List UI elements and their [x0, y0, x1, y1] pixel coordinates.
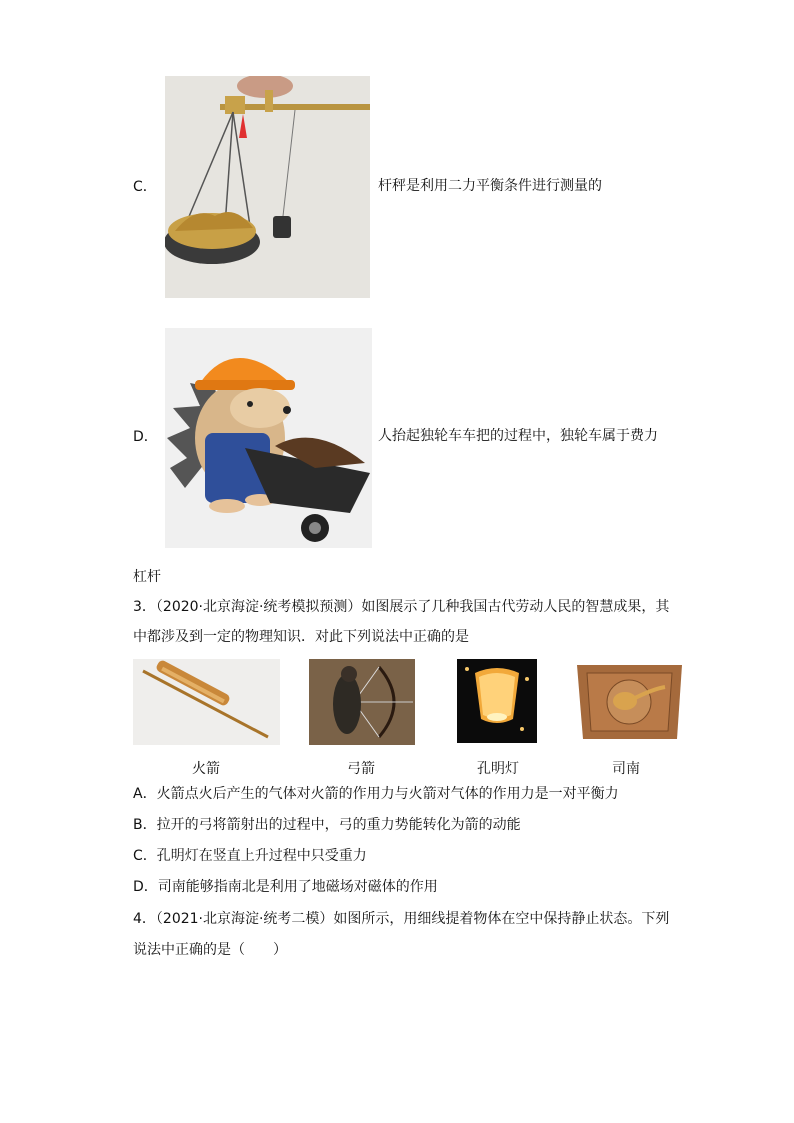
bow-image: [309, 659, 415, 745]
question-3-line-2: 中都涉及到一定的物理知识．对此下列说法中正确的是: [133, 629, 469, 645]
sky-lantern-image: [457, 659, 537, 743]
question-3-line-1: 3．（2020·北京海淀·统考模拟预测）如图展示了几种我国古代劳动人民的智慧成果，其: [133, 599, 670, 615]
question-3-option-d: D．司南能够指南北是利用了地磁场对磁体的作用: [133, 879, 438, 895]
question-3-option-b: B．拉开的弓将箭射出的过程中，弓的重力势能转化为箭的动能: [133, 817, 521, 833]
caption-bow: 弓箭: [347, 761, 375, 777]
caption-rocket: 火箭: [192, 761, 220, 777]
option-c-label: C．: [133, 179, 157, 195]
question-3-option-c: C．孔明灯在竖直上升过程中只受重力: [133, 848, 367, 864]
hedgehog-wheelbarrow-image: [165, 328, 372, 548]
rocket-image: [133, 659, 280, 745]
option-d-continuation: 杠杆: [133, 569, 161, 585]
question-4-line-1: 4．（2021·北京海淀·统考二模）如图所示，用细线提着物体在空中保持静止状态。下列: [133, 911, 670, 927]
caption-sinan: 司南: [612, 761, 640, 777]
question-4-line-2: 说法中正确的是（ ）: [133, 942, 287, 958]
question-3-option-a: A．火箭点火后产生的气体对火箭的作用力与火箭对气体的作用力是一对平衡力: [133, 786, 619, 802]
option-c-text: 杆秤是利用二力平衡条件进行测量的: [378, 178, 602, 194]
caption-sky-lantern: 孔明灯: [477, 761, 519, 777]
option-d-text: 人抬起独轮车车把的过程中，独轮车属于费力: [378, 428, 658, 444]
sinan-compass-image: [573, 659, 686, 743]
option-d-label: D．: [133, 429, 158, 445]
steelyard-image: [165, 76, 370, 298]
